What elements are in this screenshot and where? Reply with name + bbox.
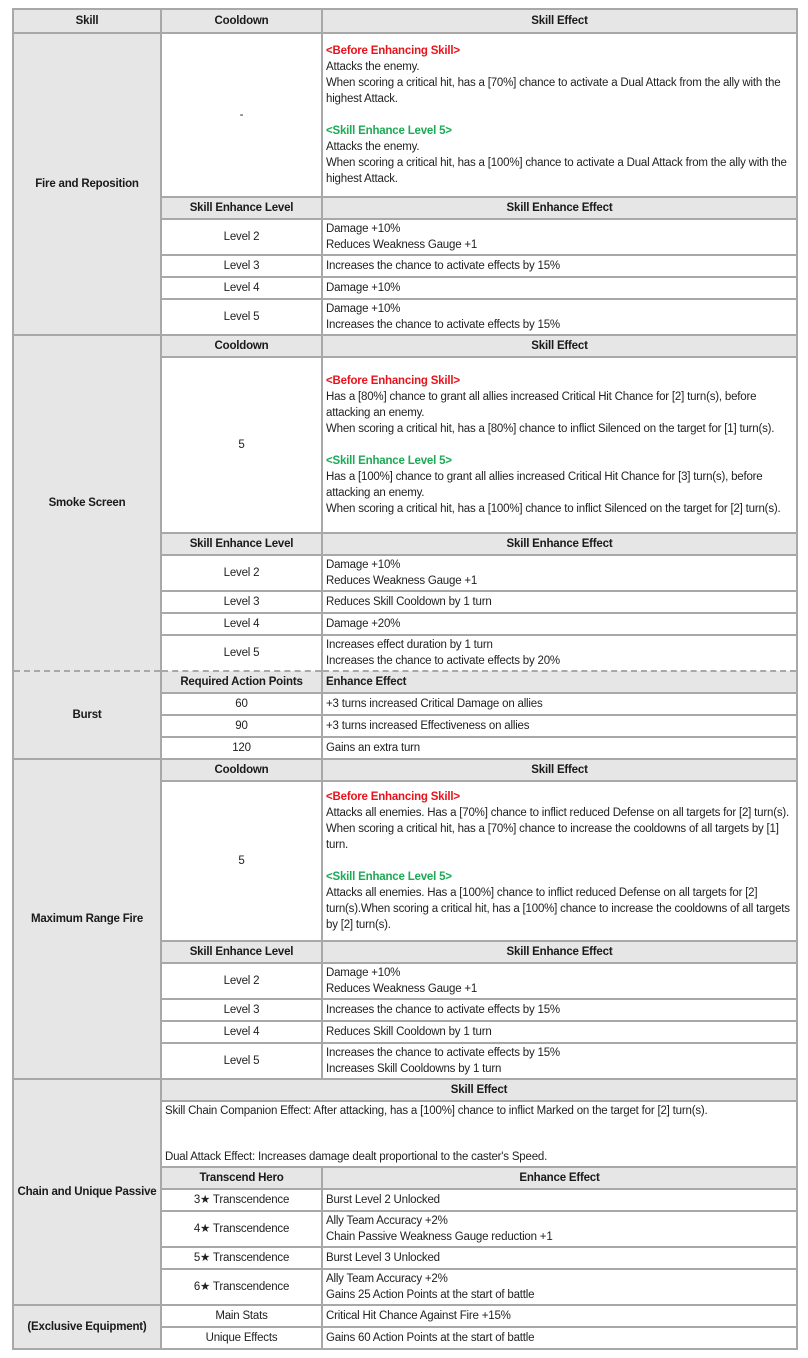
enhance-effect: Damage +20% <box>322 613 797 635</box>
enhance-effect-header: Skill Enhance Effect <box>322 197 797 219</box>
dual-attack-effect: Dual Attack Effect: Increases damage dealt proportional to the caster's Speed. <box>165 1151 548 1163</box>
skill-name-smoke-screen: Smoke Screen <box>13 335 161 671</box>
effect-line: When scoring a critical hit, has a [70%] chance to activate a Dual Attack from the ally with the highest Attack. <box>326 77 781 105</box>
equipment-label: Main Stats <box>161 1305 322 1327</box>
equipment-label: Unique Effects <box>161 1327 322 1349</box>
effect-line: Damage +10% <box>326 303 401 315</box>
enhance-effect-header: Enhance Effect <box>322 671 797 693</box>
effect-line: Reduces Weakness Gauge +1 <box>326 983 478 995</box>
effect-line: When scoring a critical hit, has a [70%] chance to increase the cooldowns of all targets by [1] turn. <box>326 823 779 851</box>
transcend-level: 5★ Transcendence <box>161 1247 322 1269</box>
enhance-level: Level 5 <box>161 299 322 335</box>
enhance-effect: Reduces Skill Cooldown by 1 turn <box>322 1021 797 1043</box>
spacer <box>165 1119 793 1149</box>
burst-points: 90 <box>161 715 322 737</box>
required-action-points-header: Required Action Points <box>161 671 322 693</box>
enhance-effect-header: Skill Enhance Effect <box>322 533 797 555</box>
effect-line: Increases effect duration by 1 turn <box>326 639 493 651</box>
transcend-level: 6★ Transcendence <box>161 1269 322 1305</box>
effect-line: Attacks all enemies. Has a [100%] chance to inflict reduced Defense on all targets for [2] turn(s).When scoring a critical hit, has a [100%] chance to increase the cooldowns of all targets by [2] turn(s). <box>326 887 790 931</box>
enhance-level-header: Skill Enhance Level <box>161 533 322 555</box>
enhance-effect <box>322 555 797 591</box>
equipment-effect: Critical Hit Chance Against Fire +15% <box>322 1305 797 1327</box>
enhance-level: Level 3 <box>161 255 322 277</box>
enhance-level: Level 5 <box>161 1043 322 1079</box>
effect-line: Chain Passive Weakness Gauge reduction +1 <box>326 1231 553 1243</box>
effect-line: Reduces Weakness Gauge +1 <box>326 575 478 587</box>
enhance-level-5-label: <Skill Enhance Level 5> <box>326 125 452 137</box>
smoke-screen-cooldown: 5 <box>161 357 322 533</box>
enhance-effect <box>322 635 797 671</box>
enhance-effect <box>322 963 797 999</box>
fire-and-reposition-effect <box>322 33 797 197</box>
effect-line: When scoring a critical hit, has a [80%] chance to inflict Silenced on the target for [1] turn(s). <box>326 423 775 435</box>
transcend-effect: Burst Level 3 Unlocked <box>322 1247 797 1269</box>
enhance-effect <box>322 1043 797 1079</box>
enhance-level: Level 4 <box>161 1021 322 1043</box>
transcend-effect <box>322 1269 797 1305</box>
effect-line: Reduces Weakness Gauge +1 <box>326 239 478 251</box>
enhance-level: Level 5 <box>161 635 322 671</box>
enhance-level: Level 4 <box>161 277 322 299</box>
burst-header-row <box>13 671 797 693</box>
before-enhancing-label: <Before Enhancing Skill> <box>326 791 460 803</box>
enhance-effect-header: Enhance Effect <box>322 1167 797 1189</box>
table-row <box>13 1305 797 1327</box>
enhance-effect: Reduces Skill Cooldown by 1 turn <box>322 591 797 613</box>
enhance-effect: Damage +10% <box>322 277 797 299</box>
transcend-effect <box>322 1211 797 1247</box>
effect-line: Damage +10% <box>326 223 401 235</box>
fire-and-reposition-main-row <box>13 33 797 197</box>
transcend-level: 3★ Transcendence <box>161 1189 322 1211</box>
spacer <box>326 853 793 869</box>
maximum-range-fire-header-row <box>13 759 797 781</box>
skill-effect-header: Skill Effect <box>161 1079 797 1101</box>
burst-points: 60 <box>161 693 322 715</box>
skill-name-exclusive-equipment: (Exclusive Equipment) <box>13 1305 161 1349</box>
effect-line: Attacks the enemy. <box>326 61 420 73</box>
enhance-level: Level 2 <box>161 219 322 255</box>
effect-line: When scoring a critical hit, has a [100%] chance to inflict Silenced on the target for [2] turn(s). <box>326 503 781 515</box>
chain-passive-header-row <box>13 1079 797 1101</box>
effect-line: Attacks all enemies. Has a [70%] chance to inflict reduced Defense on all targets for [2] turn(s). <box>326 807 789 819</box>
enhance-effect-header: Skill Enhance Effect <box>322 941 797 963</box>
header-skill-effect: Skill Effect <box>322 9 797 33</box>
transcend-effect: Burst Level 2 Unlocked <box>322 1189 797 1211</box>
table-header-row <box>13 9 797 33</box>
spacer <box>326 437 793 453</box>
skill-name-fire-and-reposition: Fire and Reposition <box>13 33 161 335</box>
enhance-level: Level 4 <box>161 613 322 635</box>
spacer <box>326 107 793 123</box>
enhance-effect: Increases the chance to activate effects by 15% <box>322 999 797 1021</box>
header-cooldown: Cooldown <box>161 9 322 33</box>
enhance-effect: Increases the chance to activate effects by 15% <box>322 255 797 277</box>
enhance-level: Level 2 <box>161 963 322 999</box>
equipment-effect: Gains 60 Action Points at the start of battle <box>322 1327 797 1349</box>
effect-line: Gains 25 Action Points at the start of battle <box>326 1289 535 1301</box>
effect-line: Increases the chance to activate effects by 15% <box>326 319 560 331</box>
cooldown-header: Cooldown <box>161 335 322 357</box>
enhance-effect <box>322 219 797 255</box>
smoke-screen-effect <box>322 357 797 533</box>
header-skill: Skill <box>13 9 161 33</box>
enhance-level: Level 2 <box>161 555 322 591</box>
effect-line: Damage +10% <box>326 967 401 979</box>
enhance-level: Level 3 <box>161 999 322 1021</box>
cooldown-header: Cooldown <box>161 759 322 781</box>
burst-effect: +3 turns increased Critical Damage on allies <box>322 693 797 715</box>
effect-line: Has a [80%] chance to grant all allies increased Critical Hit Chance for [2] turn(s), before attacking an enemy. <box>326 391 757 419</box>
burst-effect: Gains an extra turn <box>322 737 797 759</box>
enhance-effect <box>322 299 797 335</box>
maximum-range-fire-effect <box>322 781 797 941</box>
chain-passive-effect <box>161 1101 797 1167</box>
table-container <box>12 8 796 1350</box>
enhance-level-5-label: <Skill Enhance Level 5> <box>326 455 452 467</box>
effect-line: Increases the chance to activate effects by 20% <box>326 655 560 667</box>
enhance-level-5-label: <Skill Enhance Level 5> <box>326 871 452 883</box>
effect-line: Has a [100%] chance to grant all allies increased Critical Hit Chance for [3] turn(s), before attacking an enemy. <box>326 471 763 499</box>
skill-effect-header: Skill Effect <box>322 335 797 357</box>
effect-line: Ally Team Accuracy +2% <box>326 1273 448 1285</box>
burst-effect: +3 turns increased Effectiveness on allies <box>322 715 797 737</box>
effect-line: When scoring a critical hit, has a [100%] chance to activate a Dual Attack from the ally with the highest Attack. <box>326 157 787 185</box>
skill-name-burst: Burst <box>13 671 161 759</box>
effect-line: Increases the chance to activate effects by 15% <box>326 1047 560 1059</box>
skill-name-maximum-range-fire: Maximum Range Fire <box>13 759 161 1079</box>
burst-points: 120 <box>161 737 322 759</box>
effect-line: Increases Skill Cooldowns by 1 turn <box>326 1063 502 1075</box>
skill-effect-header: Skill Effect <box>322 759 797 781</box>
chain-companion-effect: Skill Chain Companion Effect: After attacking, has a [100%] chance to inflict Marked on the target for [2] turn(s). <box>165 1105 708 1117</box>
enhance-level-header: Skill Enhance Level <box>161 941 322 963</box>
transcend-level: 4★ Transcendence <box>161 1211 322 1247</box>
smoke-screen-header-row <box>13 335 797 357</box>
before-enhancing-label: <Before Enhancing Skill> <box>326 375 460 387</box>
maximum-range-fire-cooldown: 5 <box>161 781 322 941</box>
skill-table <box>12 8 798 1350</box>
effect-line: Attacks the enemy. <box>326 141 420 153</box>
skill-name-chain-and-unique-passive: Chain and Unique Passive <box>13 1079 161 1305</box>
enhance-level-header: Skill Enhance Level <box>161 197 322 219</box>
enhance-level: Level 3 <box>161 591 322 613</box>
effect-line: Damage +10% <box>326 559 401 571</box>
effect-line: Ally Team Accuracy +2% <box>326 1215 448 1227</box>
fire-and-reposition-cooldown: - <box>161 33 322 197</box>
before-enhancing-label: <Before Enhancing Skill> <box>326 45 460 57</box>
transcend-hero-header: Transcend Hero <box>161 1167 322 1189</box>
